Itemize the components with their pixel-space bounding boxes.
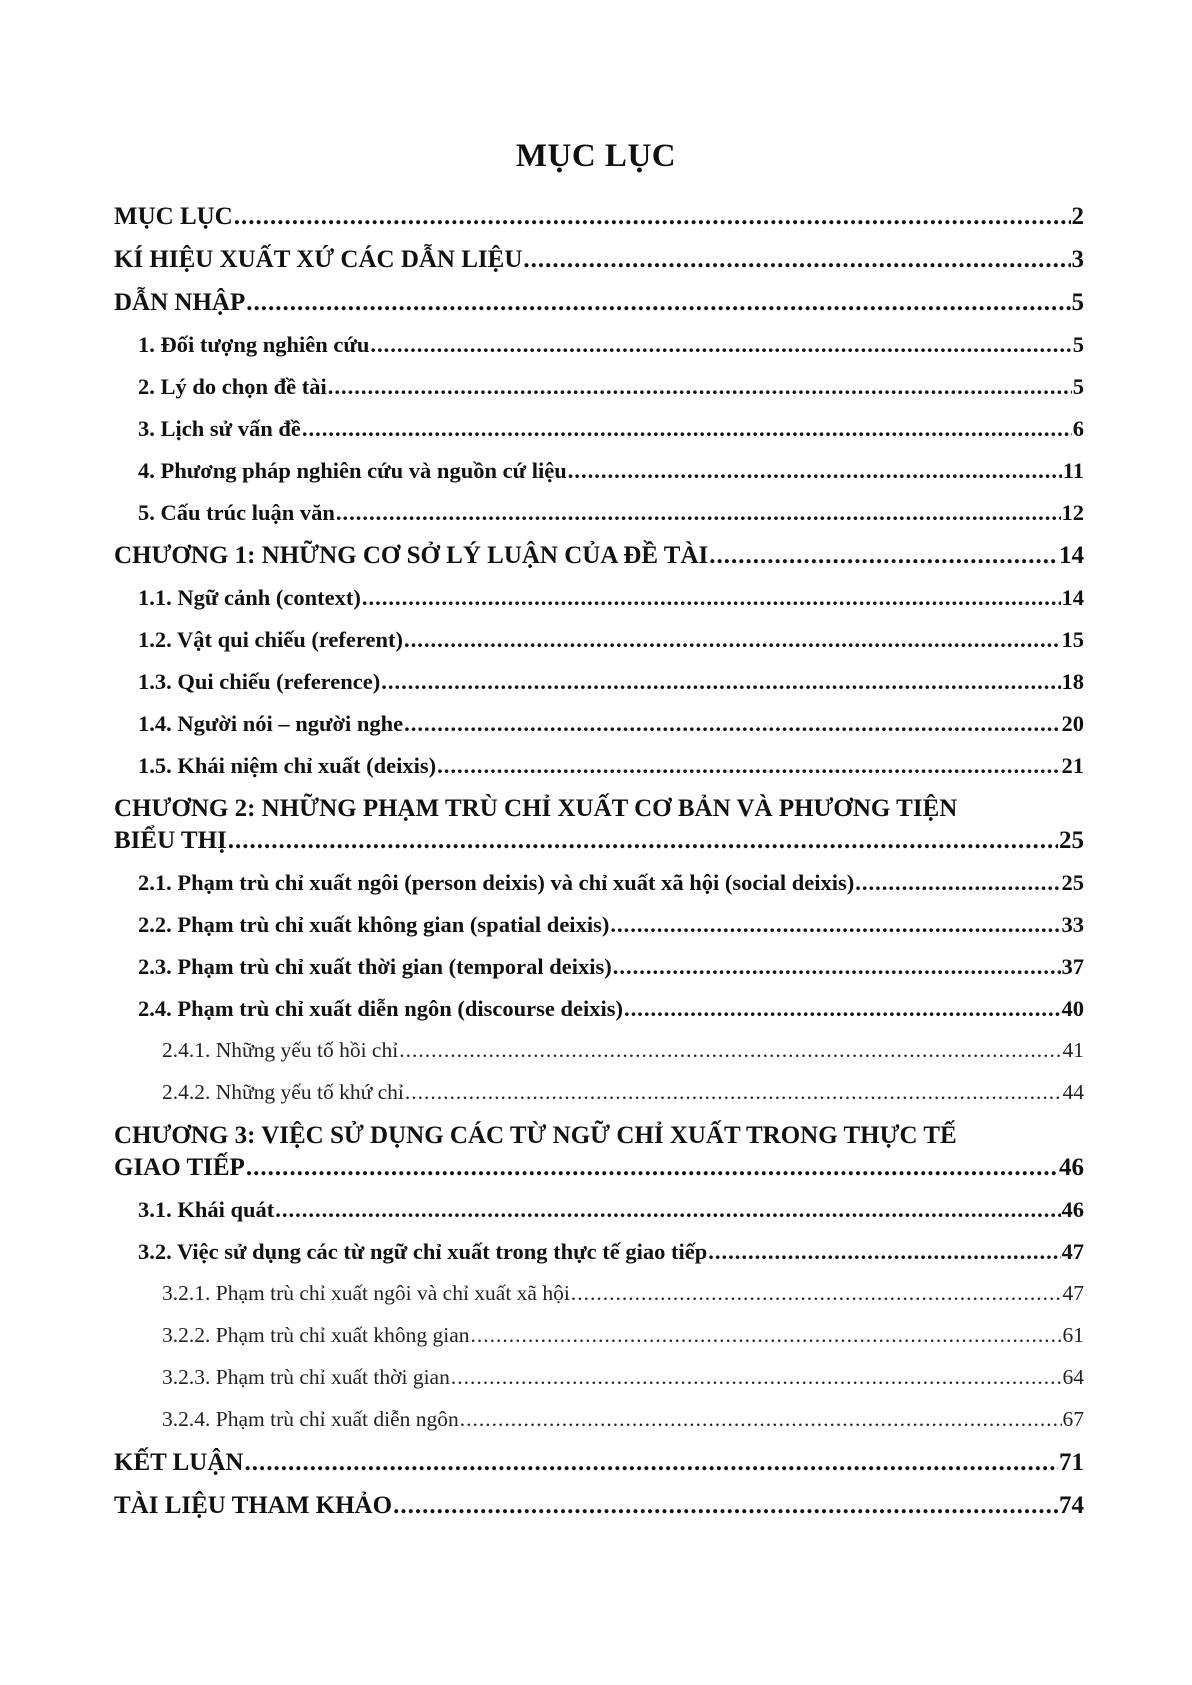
toc-entry[interactable]	[114, 1239, 1084, 1265]
toc-entry[interactable]	[114, 289, 1084, 318]
toc-entry[interactable]	[114, 795, 1084, 856]
leader-dots	[404, 711, 1060, 737]
leader-dots	[451, 1365, 1062, 1390]
toc-entry[interactable]	[114, 753, 1084, 779]
toc-entry[interactable]	[114, 912, 1084, 938]
toc-page-number: 25	[1061, 870, 1084, 895]
leader-dots	[362, 585, 1061, 611]
toc-page-number: 74	[1059, 1492, 1084, 1519]
leader-dots	[405, 1080, 1062, 1105]
toc-page-number: 12	[1061, 500, 1084, 525]
toc-entry-text: 1. Đối tượng nghiên cứu	[138, 332, 370, 357]
toc-entry[interactable]	[114, 954, 1084, 980]
leader-dots	[336, 500, 1061, 526]
leader-dots	[381, 669, 1060, 695]
toc-page-number: 14	[1059, 542, 1084, 569]
toc-entry-text: 3. Lịch sử vấn đề	[138, 416, 301, 441]
toc-entry-text-line1: CHƯƠNG 2: NHỮNG PHẠM TRÙ CHỈ XUẤT CƠ BẢN VÀ PHƯƠNG TIỆN	[114, 795, 958, 822]
toc-page-number: 67	[1062, 1407, 1084, 1431]
toc-entry-text: GIAO TIẾP	[114, 1154, 245, 1181]
toc-entry[interactable]	[114, 1122, 1084, 1183]
leader-dots	[571, 1281, 1062, 1306]
toc-entry-text: 2. Lý do chọn đề tài	[138, 374, 327, 399]
toc-entry-text: 1.4. Người nói – người nghe	[138, 711, 404, 736]
toc-page-number: 5	[1072, 374, 1084, 399]
toc-page-number: 5	[1072, 332, 1084, 357]
toc-page-number: 18	[1061, 669, 1084, 694]
toc-entry[interactable]	[114, 1323, 1084, 1349]
table-of-contents	[114, 203, 1084, 1535]
toc-entry-text: DẪN NHẬP	[114, 289, 246, 316]
leader-dots	[471, 1323, 1062, 1348]
leader-dots	[328, 374, 1072, 400]
toc-entry-text-line1: CHƯƠNG 3: VIỆC SỬ DỤNG CÁC TỪ NGỮ CHỈ XUẤT TRONG THỰC TẾ	[114, 1122, 957, 1149]
toc-entry-text: 3.1. Khái quát	[138, 1197, 275, 1222]
toc-page-number: 5	[1071, 289, 1084, 316]
toc-page-number: 2	[1071, 203, 1084, 230]
toc-entry[interactable]	[114, 1407, 1084, 1433]
leader-dots	[370, 332, 1071, 358]
toc-entry-text: 2.2. Phạm trù chỉ xuất không gian (spatial deixis)	[138, 912, 610, 937]
toc-page-number: 71	[1059, 1449, 1084, 1476]
toc-entry[interactable]	[114, 416, 1084, 442]
toc-page-number: 21	[1061, 753, 1084, 778]
toc-entry-text: KÍ HIỆU XUẤT XỨ CÁC DẪN LIỆU	[114, 246, 523, 273]
toc-entry[interactable]	[114, 542, 1084, 571]
toc-entry[interactable]	[114, 458, 1084, 484]
toc-page-number: 64	[1062, 1365, 1084, 1389]
toc-entry-text: 1.5. Khái niệm chỉ xuất (deixis)	[138, 753, 437, 778]
toc-page-number: 40	[1061, 996, 1084, 1021]
toc-entry-text: BIỂU THỊ	[114, 827, 227, 854]
toc-entry-text: KẾT LUẬN	[114, 1449, 244, 1476]
toc-entry[interactable]	[114, 1449, 1084, 1478]
page-title: MỤC LỤC	[515, 138, 677, 174]
toc-entry-text: 1.2. Vật qui chiếu (referent)	[138, 627, 403, 652]
leader-dots	[709, 542, 1058, 570]
toc-entry-text: 2.4.2. Những yếu tố khứ chỉ	[162, 1080, 404, 1104]
toc-entry[interactable]	[114, 246, 1084, 275]
leader-dots	[460, 1407, 1062, 1432]
toc-page-number: 61	[1062, 1323, 1084, 1347]
toc-entry[interactable]	[114, 1080, 1084, 1106]
toc-entry[interactable]	[114, 1492, 1084, 1521]
toc-entry[interactable]	[114, 1038, 1084, 1064]
toc-page-number: 6	[1072, 416, 1084, 441]
toc-entry[interactable]	[114, 1281, 1084, 1307]
toc-entry[interactable]	[114, 996, 1084, 1022]
toc-page-number: 11	[1062, 458, 1084, 483]
toc-entry[interactable]	[114, 669, 1084, 695]
toc-entry-text: 3.2.3. Phạm trù chỉ xuất thời gian	[162, 1365, 450, 1389]
toc-page-number: 46	[1059, 1154, 1084, 1181]
toc-page-number: 47	[1062, 1281, 1084, 1305]
toc-entry[interactable]	[114, 203, 1084, 232]
toc-entry[interactable]	[114, 500, 1084, 526]
toc-entry-text: 2.3. Phạm trù chỉ xuất thời gian (temporal deixis)	[138, 954, 612, 979]
toc-page-number: 44	[1062, 1080, 1084, 1104]
toc-page-number: 37	[1061, 954, 1084, 979]
toc-page-number: 25	[1059, 827, 1084, 854]
toc-entry-text: 3.2. Việc sử dụng các từ ngữ chỉ xuất trong thực tế giao tiếp	[138, 1239, 708, 1264]
leader-dots	[855, 870, 1060, 896]
toc-page-number: 3	[1071, 246, 1084, 273]
toc-entry-text: TÀI LIỆU THAM KHẢO	[114, 1492, 393, 1519]
toc-page-number: 47	[1061, 1239, 1084, 1264]
leader-dots	[246, 1154, 1058, 1182]
leader-dots	[708, 1239, 1060, 1265]
toc-entry-text: MỤC LỤC	[114, 203, 233, 230]
toc-entry-text: 2.1. Phạm trù chỉ xuất ngôi (person deixis) và chỉ xuất xã hội (social deixis)	[138, 870, 855, 895]
toc-page-number: 33	[1061, 912, 1084, 937]
leader-dots	[302, 416, 1072, 442]
leader-dots	[523, 246, 1070, 274]
leader-dots	[568, 458, 1062, 484]
leader-dots	[437, 753, 1060, 779]
toc-entry[interactable]	[114, 374, 1084, 400]
toc-page-number: 20	[1061, 711, 1084, 736]
leader-dots	[246, 289, 1070, 317]
toc-page-number: 46	[1061, 1197, 1084, 1222]
toc-entry[interactable]	[114, 627, 1084, 653]
toc-entry[interactable]	[114, 332, 1084, 358]
leader-dots	[244, 1449, 1058, 1477]
toc-entry-text: 4. Phương pháp nghiên cứu và nguồn cứ liệu	[138, 458, 567, 483]
toc-entry-text: 3.2.2. Phạm trù chỉ xuất không gian	[162, 1323, 470, 1347]
toc-entry[interactable]	[114, 870, 1084, 896]
leader-dots	[228, 827, 1058, 855]
toc-entry-text: 5. Cấu trúc luận văn	[138, 500, 335, 525]
toc-page-number: 41	[1062, 1038, 1084, 1062]
leader-dots	[275, 1197, 1060, 1223]
leader-dots	[624, 996, 1060, 1022]
toc-entry-text: 2.4.1. Những yếu tố hồi chỉ	[162, 1038, 399, 1062]
toc-entry[interactable]	[114, 1197, 1084, 1223]
leader-dots	[234, 203, 1071, 231]
toc-page-number: 15	[1061, 627, 1084, 652]
leader-dots	[613, 954, 1061, 980]
leader-dots	[399, 1038, 1061, 1063]
leader-dots	[393, 1492, 1058, 1520]
toc-entry[interactable]	[114, 711, 1084, 737]
leader-dots	[610, 912, 1060, 938]
toc-entry-text: 1.1. Ngữ cảnh (context)	[138, 585, 361, 610]
leader-dots	[404, 627, 1061, 653]
toc-entry-text: 1.3. Qui chiếu (reference)	[138, 669, 381, 694]
toc-entry-text: 3.2.1. Phạm trù chỉ xuất ngôi và chỉ xuất xã hội	[162, 1281, 570, 1305]
toc-entry-text: 3.2.4. Phạm trù chỉ xuất diễn ngôn	[162, 1407, 459, 1431]
toc-entry[interactable]	[114, 585, 1084, 611]
toc-page-number: 14	[1061, 585, 1084, 610]
toc-entry-text: 2.4. Phạm trù chỉ xuất diễn ngôn (discourse deixis)	[138, 996, 624, 1021]
toc-entry-text: CHƯƠNG 1: NHỮNG CƠ SỞ LÝ LUẬN CỦA ĐỀ TÀI	[114, 542, 709, 569]
toc-entry[interactable]	[114, 1365, 1084, 1391]
